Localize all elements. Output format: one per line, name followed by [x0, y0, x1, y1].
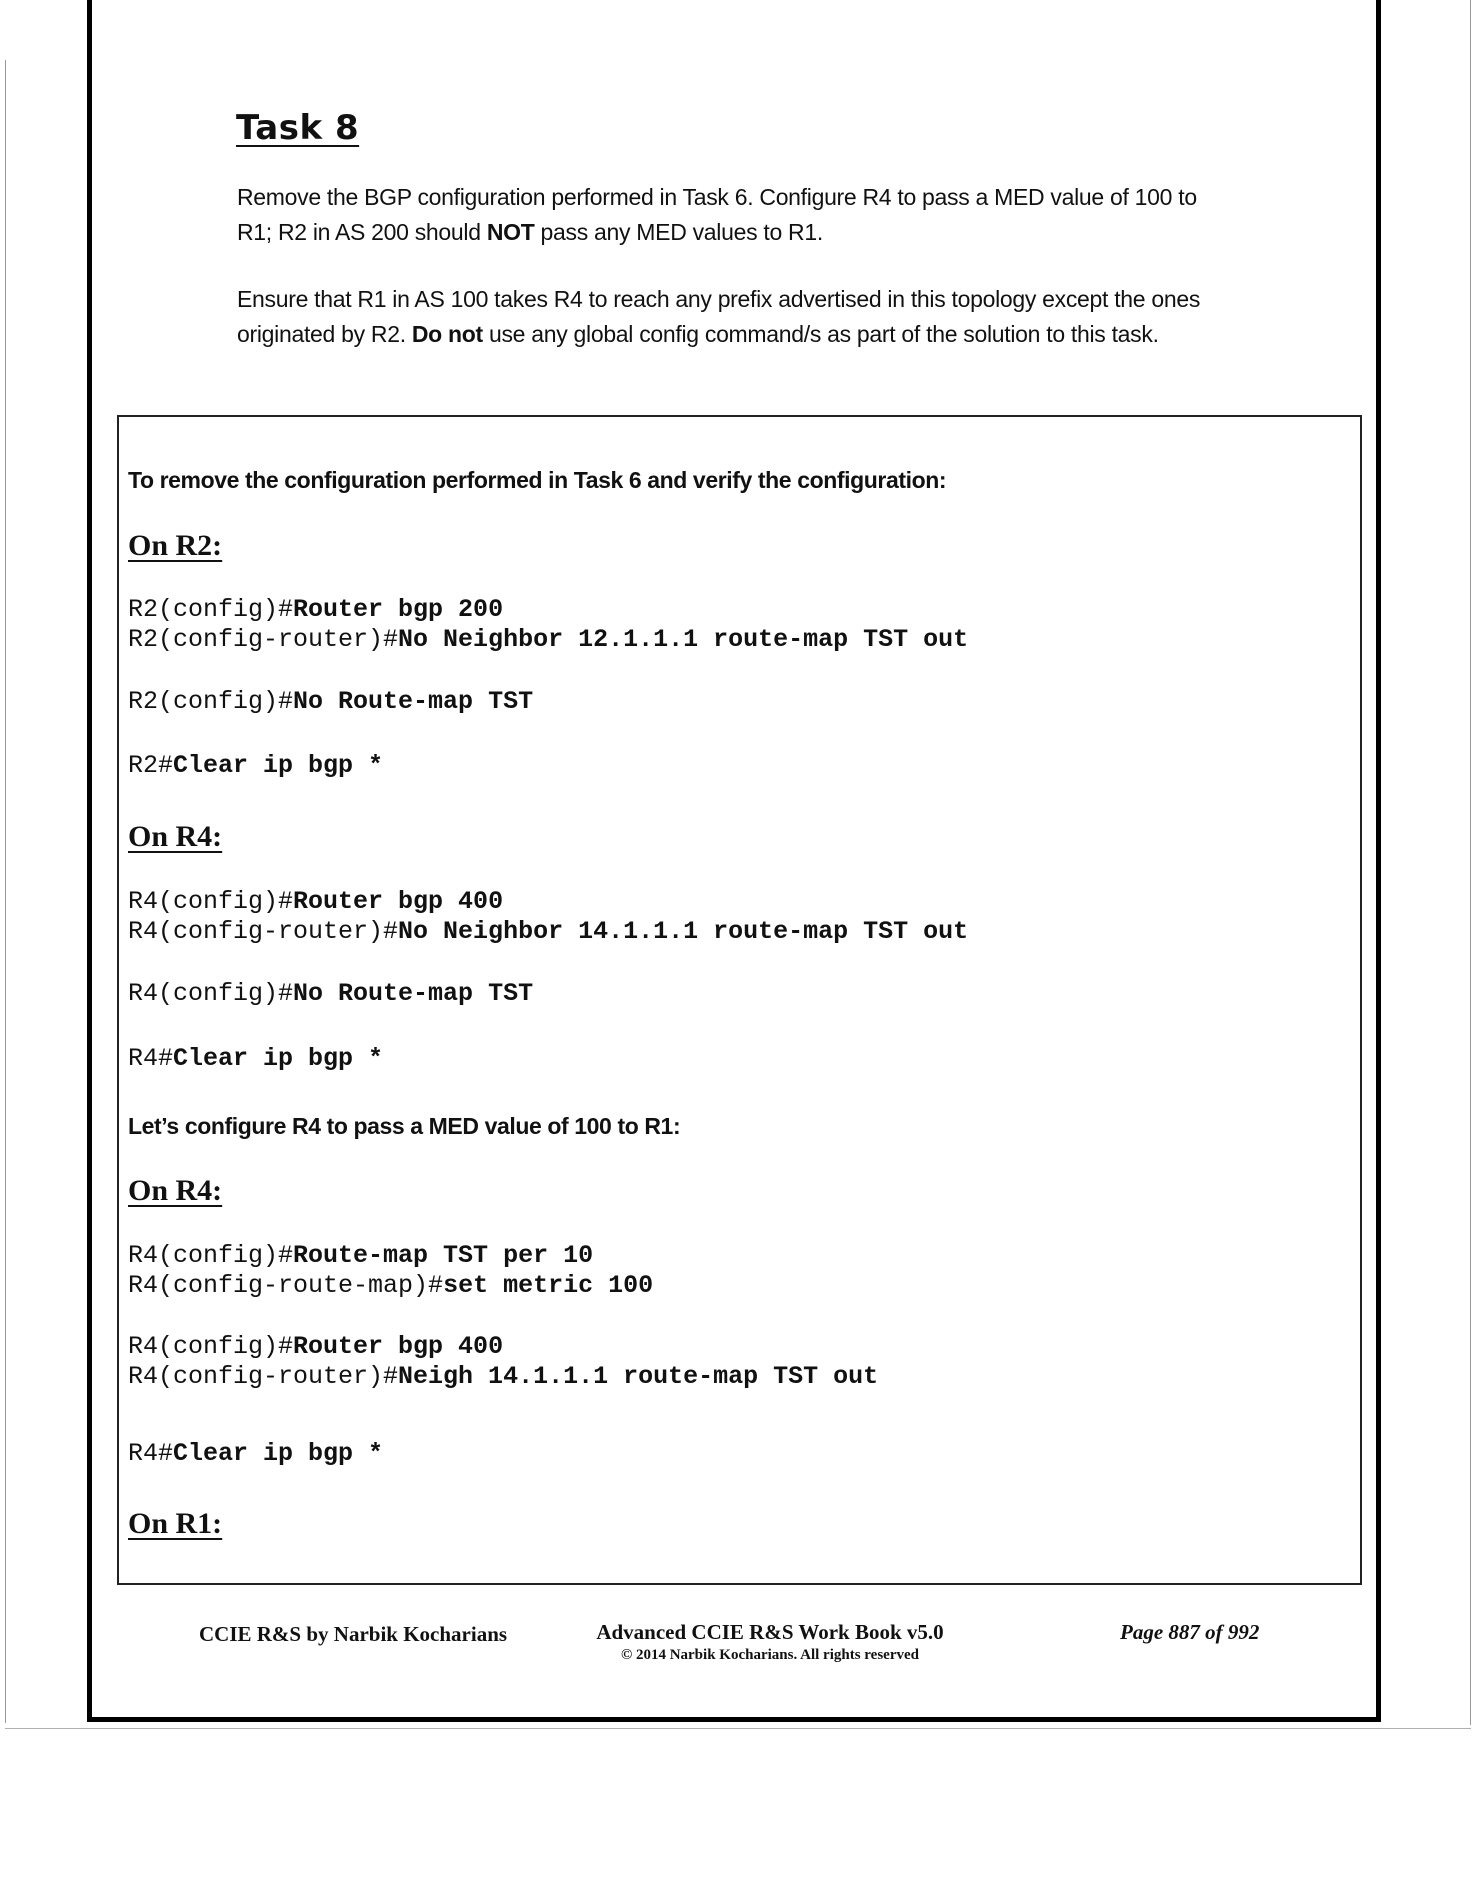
cli-command: set metric 100	[443, 1271, 654, 1300]
scan-edge-bottom	[5, 1728, 1471, 1729]
cli-prompt: R2#	[128, 751, 174, 780]
code-block	[128, 1044, 383, 1074]
cli-prompt: R2(config-router)#	[128, 625, 399, 654]
cli-prompt: R4(config)#	[128, 887, 294, 916]
cli-command: Neigh 14.1.1.1 route-map TST out	[398, 1362, 879, 1391]
cli-prompt: R4#	[128, 1044, 174, 1073]
cli-command: No Route-map TST	[293, 979, 534, 1008]
cli-prompt: R4(config-router)#	[128, 1362, 399, 1391]
emphasis-do-not: Do not	[411, 321, 483, 347]
code-block	[128, 595, 968, 655]
cli-prompt: R4(config-router)#	[128, 917, 399, 946]
footer-copyright: © 2014 Narbik Kocharians. All rights reserved	[620, 1647, 919, 1663]
scan-edge-right	[1470, 0, 1471, 1725]
code-block	[128, 1241, 653, 1301]
cli-prompt: R4(config)#	[128, 979, 294, 1008]
task-title: Task 8	[236, 108, 360, 148]
cli-command: No Neighbor 14.1.1.1 route-map TST out	[398, 917, 969, 946]
cli-command: Clear ip bgp *	[173, 1044, 384, 1073]
text-run: use any global config command/s as part of the solution to this task.	[482, 321, 1159, 347]
solution-box	[117, 415, 1362, 1585]
section-heading-r4: On R4:	[128, 820, 223, 853]
cli-command: Router bgp 200	[293, 595, 504, 624]
code-block	[128, 1439, 383, 1469]
cli-prompt: R4(config)#	[128, 1332, 294, 1361]
section-heading-r1: On R1:	[128, 1507, 223, 1540]
solution-intro-2: Let’s configure R4 to pass a MED value of 100 to R1:	[128, 1113, 681, 1139]
scan-edge-left	[5, 60, 6, 1723]
cli-command: No Route-map TST	[293, 687, 534, 716]
cli-command: No Neighbor 12.1.1.1 route-map TST out	[398, 625, 969, 654]
cli-prompt: R4#	[128, 1439, 174, 1468]
footer-page-number: Page 887 of 992	[1120, 1620, 1260, 1644]
section-heading-r2: On R2:	[128, 529, 223, 562]
code-block	[128, 687, 533, 717]
cli-prompt: R4(config)#	[128, 1241, 294, 1270]
cli-prompt: R2(config)#	[128, 595, 294, 624]
section-heading-r4-config: On R4:	[128, 1174, 223, 1207]
footer-book-title: Advanced CCIE R&S Work Book v5.0	[596, 1620, 944, 1644]
text-run: Ensure that R1 in AS 100 takes R4 to reach any prefix advertised in this topology except the ones originated by R2.	[237, 286, 1201, 347]
cli-command: Clear ip bgp *	[173, 751, 384, 780]
code-block	[128, 887, 968, 947]
code-block	[128, 1332, 878, 1392]
text-run: pass any MED values to R1.	[534, 219, 823, 245]
cli-command: Router bgp 400	[293, 1332, 504, 1361]
code-block	[128, 751, 383, 781]
cli-command: Router bgp 400	[293, 887, 504, 916]
cli-prompt: R4(config-route-map)#	[128, 1271, 444, 1300]
emphasis-not: NOT	[486, 219, 535, 245]
cli-prompt: R2(config)#	[128, 687, 294, 716]
code-block	[128, 979, 533, 1009]
solution-intro: To remove the configuration performed in Task 6 and verify the configuration:	[128, 467, 947, 493]
cli-command: Route-map TST per 10	[293, 1241, 594, 1270]
footer-author: CCIE R&S by Narbik Kocharians	[199, 1622, 508, 1646]
task-paragraph-2	[237, 282, 1237, 352]
footer-book-info	[580, 1620, 960, 1664]
cli-command: Clear ip bgp *	[173, 1439, 384, 1468]
text-run: Remove the BGP configuration performed in Task 6. Configure R4 to pass a MED value of 100 to R1; R2 in AS 200 should	[237, 184, 1197, 245]
task-paragraph-1	[237, 180, 1237, 250]
